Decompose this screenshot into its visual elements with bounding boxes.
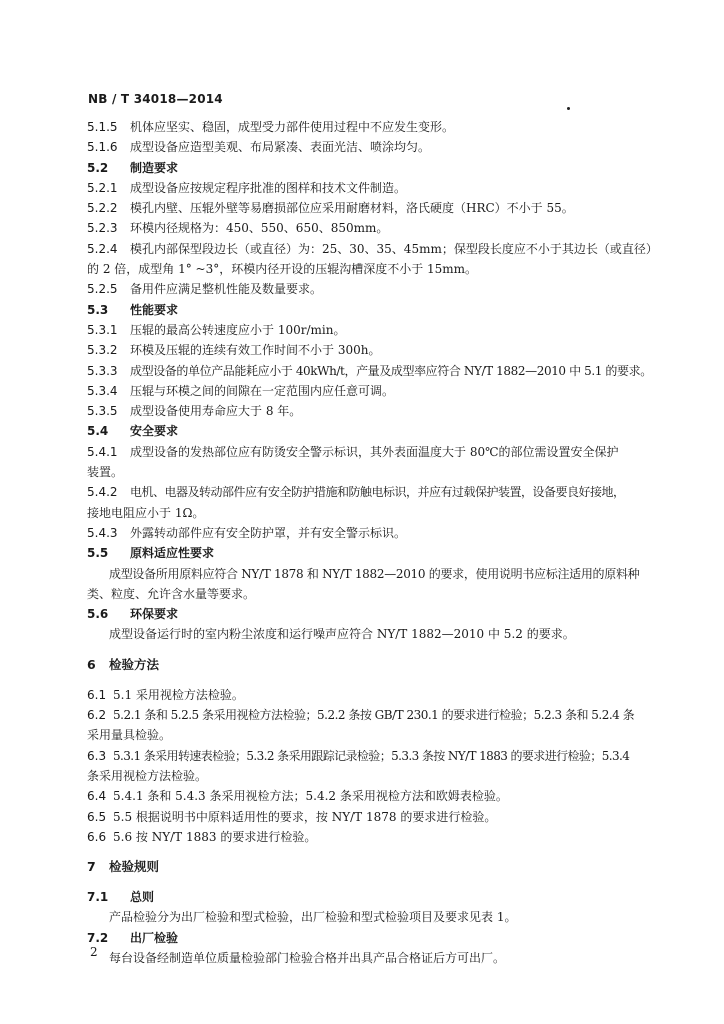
clause-5-2-3: 5.2.3 环模内径规格为：450、550、650、850mm。 — [87, 221, 389, 236]
clause-5-4-1: 5.4.1 成型设备的发热部位应有防烫安全警示标识，其外表面温度大于 80℃的部位需设置安全保护 — [87, 444, 619, 459]
clause-6-1: 6.1 5.1 采用视检方法检验。 — [87, 687, 244, 702]
clause-5-4-2: 5.4.2 电机、电器及转动部件应有安全防护措施和防触电标识，并应有过载保护装置，设备要良好接地， — [87, 485, 625, 500]
section-7-1-paragraph: 产品检验分为出厂检验和型式检验，出厂检验和型式检验项目及要求见表 1。 — [109, 910, 517, 925]
section-5-6-paragraph: 成型设备运行时的室内粉尘浓度和运行噪声应符合 NY/T 1882—2010 中 5.2 的要求。 — [109, 627, 575, 642]
section-7-2-heading: 7.2 出厂检验 — [87, 930, 179, 945]
section-5-3-heading: 5.3 性能要求 — [87, 302, 179, 317]
section-7-1-heading: 7.1 总则 — [87, 890, 155, 905]
clause-6-2-continued: 采用量具检验。 — [87, 728, 172, 743]
clause-5-2-5: 5.2.5 备用件应满足整机性能及数量要求。 — [87, 282, 323, 297]
scan-speck — [567, 107, 570, 110]
clause-5-3-4: 5.3.4 压辊与环模之间的间隙在一定范围内应任意可调。 — [87, 383, 395, 398]
clause-5-4-1-continued: 装置。 — [87, 465, 124, 480]
section-5-5-paragraph: 成型设备所用原料应符合 NY/T 1878 和 NY/T 1882—2010 的要求，使用说明书应标注适用的原料种 — [109, 566, 640, 581]
clause-6-4: 6.4 5.4.1 条和 5.4.3 条采用视检方法；5.4.2 条采用视检方法和欧姆表检验。 — [87, 789, 508, 804]
section-5-4-heading: 5.4 安全要求 — [87, 424, 179, 439]
section-7-2-paragraph: 每台设备经制造单位质量检验部门检验合格并出具产品合格证后方可出厂。 — [109, 950, 506, 965]
section-5-6-heading: 5.6 环保要求 — [87, 607, 179, 622]
clause-5-4-3: 5.4.3 外露转动部件应有安全防护罩，并有安全警示标识。 — [87, 525, 407, 540]
section-5-2-heading: 5.2 制造要求 — [87, 160, 179, 175]
clause-5-2-1: 5.2.1 成型设备应按规定程序批准的图样和技术文件制造。 — [87, 180, 407, 195]
clause-5-4-2-continued: 接地电阻应小于 1Ω。 — [87, 505, 205, 520]
clause-5-1-5: 5.1.5 机体应坚实、稳固，成型受力部件使用过程中不应发生变形。 — [87, 120, 455, 134]
chapter-6-heading: 6 检验方法 — [87, 656, 160, 672]
section-5-5-heading: 5.5 原料适应性要求 — [87, 546, 215, 561]
clause-5-3-2: 5.3.2 环模及压辊的连续有效工作时间不小于 300h。 — [87, 343, 381, 358]
clause-6-6: 6.6 5.6 按 NY/T 1883 的要求进行检验。 — [87, 829, 317, 844]
clause-6-5: 6.5 5.5 根据说明书中原料适用性的要求，按 NY/T 1878 的要求进行检验。 — [87, 809, 497, 824]
document-body — [87, 117, 667, 968]
clause-5-2-4-continued: 的 2 倍，成型角 1° ~3°，环模内径开设的压辊沟槽深度不小于 15mm。 — [87, 262, 478, 277]
clause-5-3-3: 5.3.3 成型设备的单位产品能耗应小于 40kWh/t，产量及成型率应符合 NY/T 1882—2010 中 5.1 的要求。 — [87, 363, 652, 378]
clause-6-3-continued: 条采用视检方法检验。 — [87, 768, 208, 783]
clause-6-3: 6.3 5.3.1 条采用转速表检验；5.3.2 条采用跟踪记录检验；5.3.3 条按 NY/T 1883 的要求进行检验；5.3.4 — [87, 748, 630, 763]
section-5-5-paragraph-continued: 类、粒度、允许含水量等要求。 — [87, 586, 256, 601]
clause-5-2-4: 5.2.4 模孔内部保型段边长（或直径）为：25、30、35、45mm；保型段长度应不小于其边长（或直径） — [87, 241, 658, 256]
chapter-7-heading: 7 检验规则 — [87, 859, 160, 875]
clause-5-2-2: 5.2.2 模孔内壁、压辊外壁等易磨损部位应采用耐磨材料，洛氏硬度（HRC）不小于 55。 — [87, 201, 574, 216]
page-number: 2 — [90, 945, 98, 959]
clause-5-1-6: 5.1.6 成型设备应造型美观、布局紧凑、表面光洁、喷涂均匀。 — [87, 140, 431, 155]
standard-number-header: NB / T 34018—2014 — [88, 92, 223, 106]
clause-6-2: 6.2 5.2.1 条和 5.2.5 条采用视检方法检验；5.2.2 条按 GB/T 230.1 的要求进行检验；5.2.3 条和 5.2.4 条 — [87, 708, 635, 723]
clause-5-3-1: 5.3.1 压辊的最高公转速度应小于 100r/min。 — [87, 322, 346, 337]
clause-5-3-5: 5.3.5 成型设备使用寿命应大于 8 年。 — [87, 404, 302, 419]
